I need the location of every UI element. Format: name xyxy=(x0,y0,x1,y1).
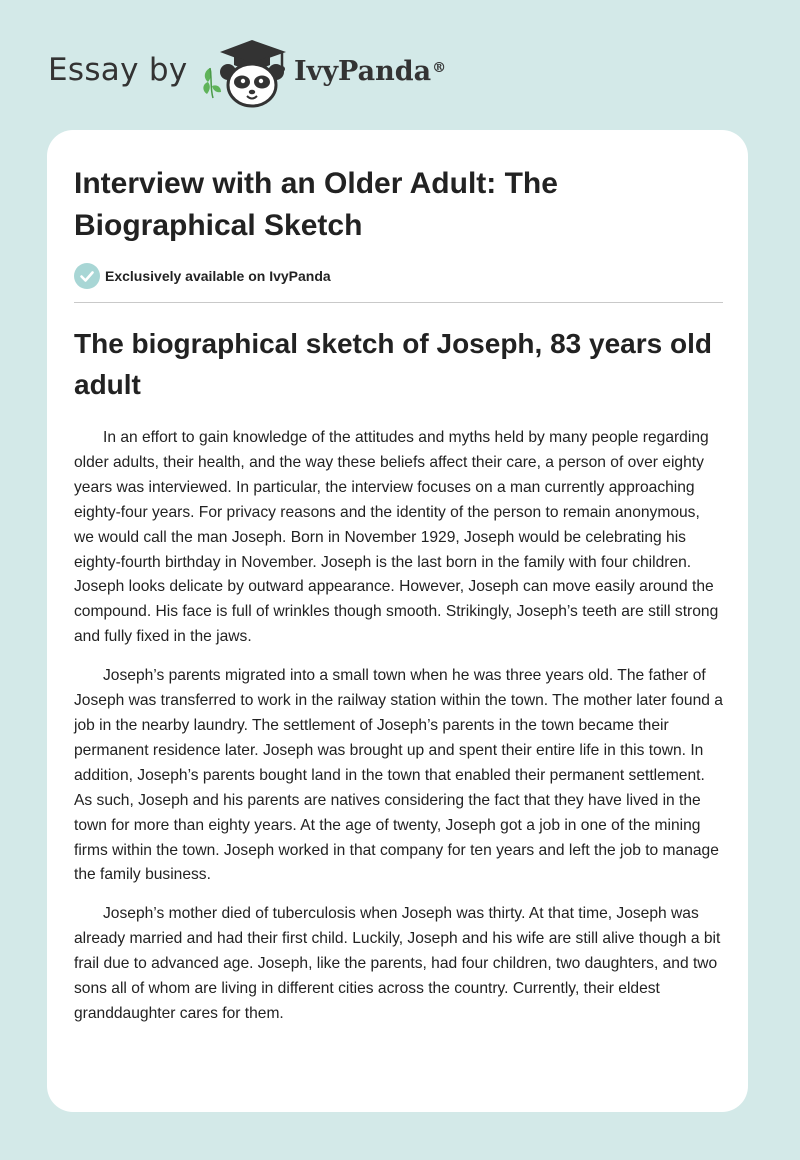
section-heading: The biographical sketch of Joseph, 83 years old adult xyxy=(74,328,712,400)
essay-title: Interview with an Older Adult: The Biographical Sketch xyxy=(74,167,558,242)
exclusive-badge-label: Exclusively available on IvyPanda xyxy=(105,268,331,284)
ivypanda-logo-icon[interactable] xyxy=(198,38,294,110)
brand-name[interactable] xyxy=(294,52,446,92)
site-header xyxy=(0,0,800,130)
brand-name-text: IvyPanda xyxy=(294,56,432,87)
exclusive-badge xyxy=(74,263,331,289)
essay-body xyxy=(74,426,724,1041)
paragraph-2: Joseph’s parents migrated into a small town when he was three years old. The father of Joseph was transferred to work in the railway station within the town. The mother later found a job in the nearby laundry. The settlement of Joseph’s parents in the town became their permanent residence later. Joseph was brought up and spent their entire life in this town. In addition, Joseph’s parents bought land in the town that enabled their permanent settlement. As such, Joseph and his parents are natives considering the fact that they have lived in the town for more than eighty years. At the age of twenty, Joseph got a job in one of the mining firms within the town. Joseph worked in that company for ten years and left the job to manage the family business. xyxy=(74,667,723,884)
essay-card xyxy=(47,130,748,1112)
check-circle-icon xyxy=(74,263,100,289)
registered-mark: ® xyxy=(432,60,447,76)
essay-by-label: Essay by xyxy=(48,52,188,88)
paragraph-1: In an effort to gain knowledge of the attitudes and myths held by many people regarding older adults, their health, and the way these beliefs affect their care, a person of over eighty years was interviewed. In particular, the interview focuses on a man currently approaching eighty-four years. For privacy reasons and the identity of the person to remain anonymous, we would call the man Joseph. Born in November 1929, Joseph would be celebrating his eighty-fourth birthday in November. Joseph is the last born in the family with four children. Joseph looks delicate by outward appearance. However, Joseph can move easily around the compound. His face is full of wrinkles though smooth. Strikingly, Joseph’s teeth are still strong and fully fixed in the jaws. xyxy=(74,429,719,646)
paragraph-3: Joseph’s mother died of tuberculosis when Joseph was thirty. At that time, Joseph was already married and had their first child. Luckily, Joseph and his wife are still alive though a bit frail due to advanced age. Joseph, like the parents, had four children, two daughters, and two sons all of whom are living in different cities across the country. Currently, their eldest granddaughter cares for them. xyxy=(74,905,721,1022)
title-divider xyxy=(74,302,723,303)
